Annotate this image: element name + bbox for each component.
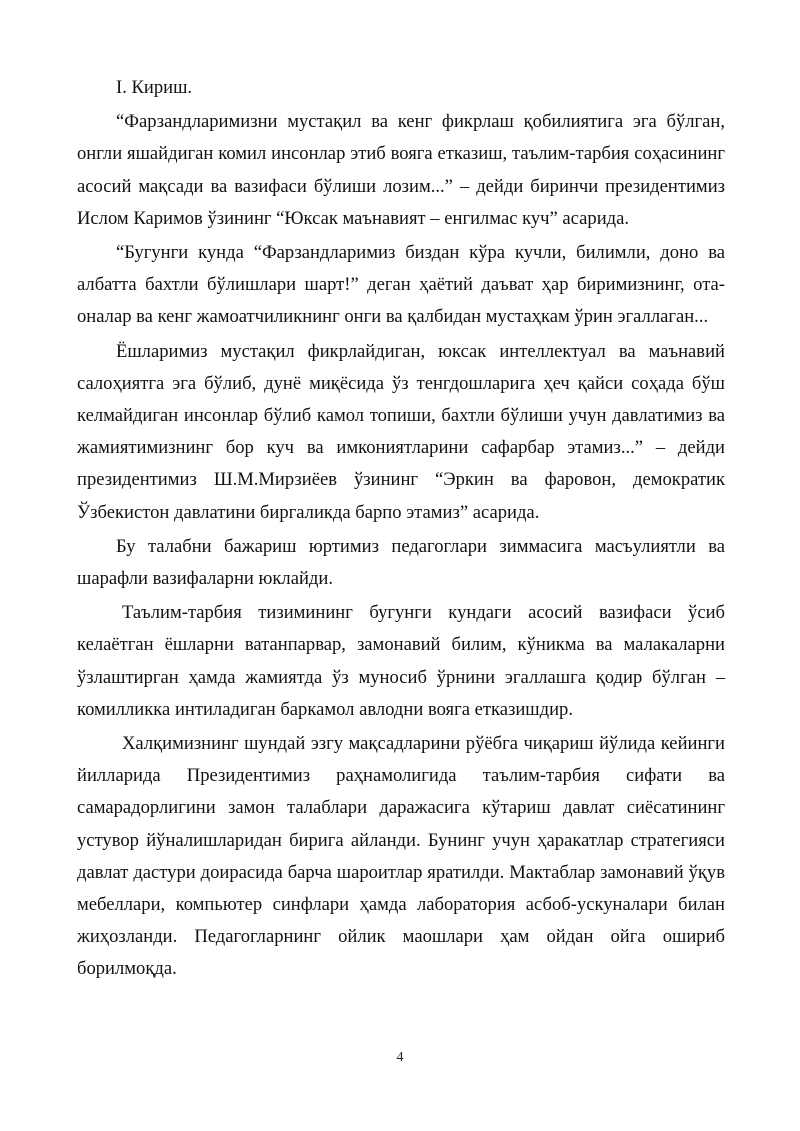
paragraph-mirziyoyev-quote-start: “Бугунги кунда “Фарзандларимиз биздан кўра кучли, билимли, доно ва албатта бахтли бўлишлари шарт!” деган ҳаётий даъват ҳар биримизнинг, ота-оналар ва кенг жамоатчиликнинг онги ва қалбидан мустаҳкам ўрин эгаллаган... [77,242,725,328]
paragraph-state-policy: Халқимизнинг шундай эзгу мақсадларини рўёбга чиқариш йўлида кейинги йилларида Президентимиз раҳнамолигида таълим-тарбия сифати ва самарадорлигини замон талаблари даражасига кўтариш давлат сиёсатининг устувор йўналишларидан бирига айланди. Бунинг учун ҳаракатлар стратегияси давлат дастури доирасида барча шароитлар яратилди. Мактаблар замонавий ўқув мебеллари, компьютер синфлари ҳамда лаборатория асбоб-ускуналари билан жиҳозланди. Педагогларнинг ойлик маошлари ҳам ойдан ойга ошириб борилмоқда. [77,733,725,980]
page-number: 4 [396,1050,404,1065]
section-heading: I. Кириш. [116,77,193,98]
paragraph-mirziyoyev-quote-end: Ёшларимиз мустақил фикрлайдиган, юксак интеллектуал ва маънавий салоҳиятга эга бўлиб, дунё миқёсида ўз тенгдошларига ҳеч қайси соҳада бўш келмайдиган инсонлар бўлиб камол топиши, бахтли бўлиши учун давлатимиз ва жамиятимизнинг бор куч ва имкониятларини сафарбар этамиз...” – дейди президентимиз Ш.М.Мирзиёев ўзининг “Эркин ва фаровон, демократик Ўзбекистон давлатини биргаликда барпо этамиз” асарида. [77,340,725,523]
paragraph-karimov-quote: “Фарзандларимизни мустақил ва кенг фикрлаш қобилиятига эга бўлган, онгли яшайдиган комил инсонлар этиб вояга етказиш, таълим-тарбия соҳасининг асосий мақсади ва вазифаси бўлиши лозим...” – дейди биринчи президентимиз Ислом Каримов ўзининг “Юксак маънавият – енгилмас куч” асарида. [77,111,725,229]
document-page [77,72,725,988]
paragraph-teachers-duty: Бу талабни бажариш юртимиз педагоглари зиммасига масъулиятли ва шарафли вазифаларни юклайди. [77,535,725,590]
paragraph-education-task: Таълим-тарбия тизимининг бугунги кундаги асосий вазифаси ўсиб келаётган ёшларни ватанпарвар, замонавий билим, кўникма ва малакаларни ўзлаштирган ҳамда жамиятда ўз муносиб ўрнини эгаллашга қодир бўлган – комилликка интиладиган баркамол авлодни вояга етказишдир. [77,602,725,720]
